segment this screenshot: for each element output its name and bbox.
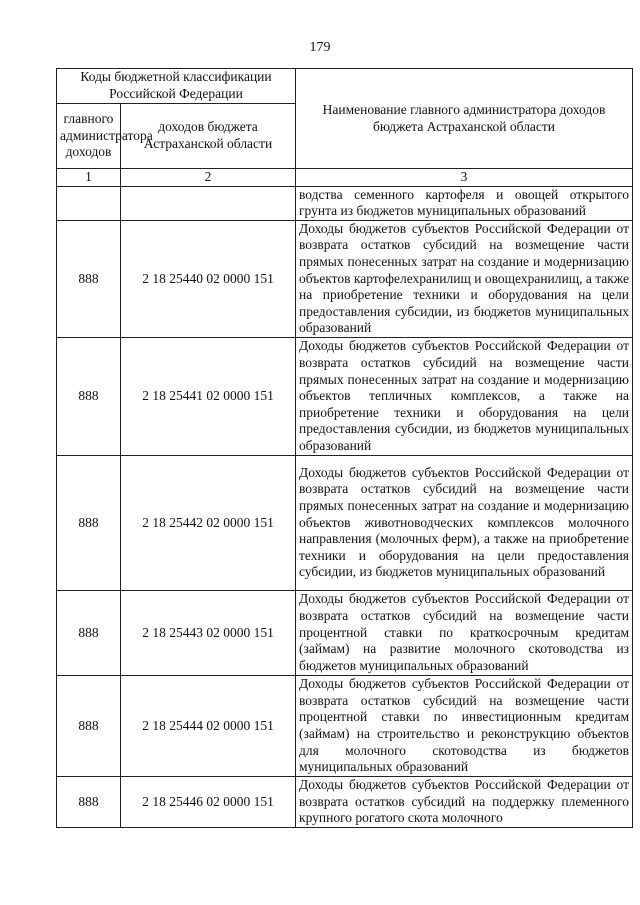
row-admin-code xyxy=(57,186,121,220)
row-admin-code: 888 xyxy=(57,220,121,337)
table-row xyxy=(57,220,633,337)
row-income-code: 2 18 25440 02 0000 151 xyxy=(121,220,296,337)
row-admin-code: 888 xyxy=(57,590,121,675)
header-row-1 xyxy=(57,69,633,104)
row-income-code: 2 18 25446 02 0000 151 xyxy=(121,776,296,827)
budget-classification-table xyxy=(56,68,633,828)
row-income-code: 2 18 25443 02 0000 151 xyxy=(121,590,296,675)
header-col-name: Наименование главного администратора доходов бюджета Астраханской области xyxy=(296,69,633,169)
table-row xyxy=(57,675,633,776)
row-admin-code: 888 xyxy=(57,337,121,455)
header-num-1: 1 xyxy=(57,169,121,187)
table-row-continuation xyxy=(57,186,633,220)
row-description: Доходы бюджетов субъектов Российской Федерации от возврата остатков субсидий на возмещение части процентной ставки по краткосрочным кредитам (займам) на развитие молочного скотоводства из бюджетов муниципальных образований xyxy=(296,590,633,675)
table-row xyxy=(57,337,633,455)
table-row xyxy=(57,590,633,675)
row-income-code: 2 18 25444 02 0000 151 xyxy=(121,675,296,776)
table-row xyxy=(57,455,633,590)
row-admin-code: 888 xyxy=(57,675,121,776)
row-income-code xyxy=(121,186,296,220)
row-income-code: 2 18 25441 02 0000 151 xyxy=(121,337,296,455)
row-income-code: 2 18 25442 02 0000 151 xyxy=(121,455,296,590)
header-num-2: 2 xyxy=(121,169,296,187)
page-number: 179 xyxy=(309,40,331,55)
row-description: Доходы бюджетов субъектов Российской Федерации от возврата остатков субсидий на возмещение части процентной ставки по инвестиционным кредитам (займам) на строительство и реконструкцию объектов для молочного скотоводства из бюджетов муниципальных образований xyxy=(296,675,633,776)
row-admin-code: 888 xyxy=(57,776,121,827)
header-col-admin: главного администратора доходов xyxy=(57,104,121,169)
table-row xyxy=(57,776,633,827)
header-col-income: доходов бюджета Астраханской области xyxy=(121,104,296,169)
row-description: Доходы бюджетов субъектов Российской Федерации от возврата остатков субсидий на возмещение части прямых понесенных затрат на создание и модернизацию объектов картофелехранилищ и овощехранилищ, а также на приобретение техники и оборудования на цели предоставления субсидии, из бюджетов муниципальных образований xyxy=(296,220,633,337)
row-description: Доходы бюджетов субъектов Российской Федерации от возврата остатков субсидий на возмещение части прямых понесенных затрат на создание и модернизацию объектов тепличных комплексов, а также на приобретение техники и оборудования на цели предоставления субсидии, из бюджетов муниципальных образований xyxy=(296,337,633,455)
header-number-row xyxy=(57,169,633,187)
row-description: Доходы бюджетов субъектов Российской Федерации от возврата остатков субсидий на возмещение части прямых понесенных затрат на создание и модернизацию объектов животноводческих комплексов молочного направления (молочных ферм), а также на приобретение техники и оборудования на цели предоставления субсидии, из бюджетов муниципальных образований xyxy=(296,455,633,590)
header-group-title: Коды бюджетной классификации Российской Федерации xyxy=(57,69,296,104)
row-description: водства семенного картофеля и овощей открытого грунта из бюджетов муниципальных образований xyxy=(296,186,633,220)
header-num-3: 3 xyxy=(296,169,633,187)
row-admin-code: 888 xyxy=(57,455,121,590)
row-description: Доходы бюджетов субъектов Российской Федерации от возврата остатков субсидий на поддержку племенного крупного рогатого скота молочного xyxy=(296,776,633,827)
